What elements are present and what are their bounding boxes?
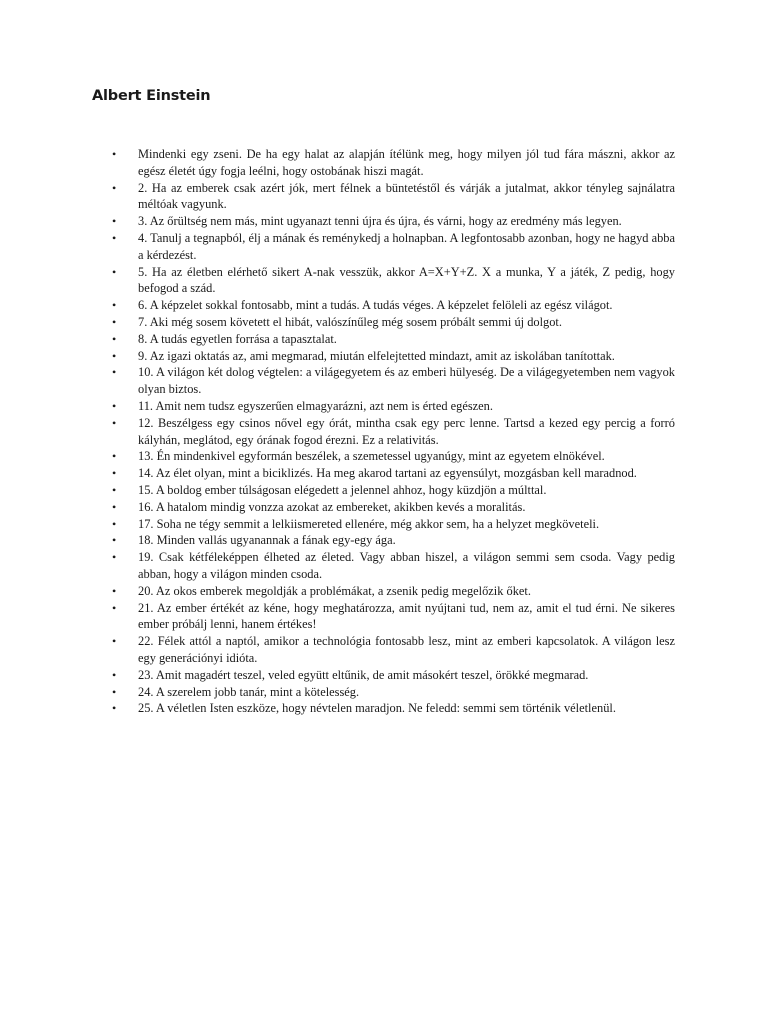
bullet-icon: •	[112, 466, 117, 481]
quote-text: 7. Aki még sosem követett el hibát, valószínűleg még sosem próbált semmi új dolgot.	[138, 314, 562, 329]
list-item	[108, 448, 675, 465]
bullet-icon: •	[112, 298, 117, 313]
quote-text: 2. Ha az emberek csak azért jók, mert félnek a büntetéstől és várják a jutalmat, akkor tényleg sajnálatra méltóak vagyunk.	[138, 180, 675, 212]
quote-text: 25. A véletlen Isten eszköze, hogy névtelen maradjon. Ne feledd: semmi sem történik véletlenül.	[138, 701, 616, 716]
quote-list	[108, 146, 675, 717]
quote-text: 5. Ha az életben elérhető sikert A-nak vesszük, akkor A=X+Y+Z. X a munka, Y a játék, Z pedig, hogy befogod a szád.	[138, 264, 675, 296]
list-item	[108, 264, 675, 298]
list-item	[108, 516, 675, 533]
bullet-icon: •	[112, 583, 117, 598]
list-item	[108, 180, 675, 214]
list-item	[108, 549, 675, 583]
list-item	[108, 415, 675, 449]
quote-text: 11. Amit nem tudsz egyszerűen elmagyarázni, azt nem is érted egészen.	[138, 398, 493, 413]
bullet-icon: •	[112, 348, 117, 363]
bullet-icon: •	[112, 516, 117, 531]
list-item	[108, 314, 675, 331]
quote-text: 4. Tanulj a tegnapból, élj a mának és reménykedj a holnapban. A legfontosabb azonban, hogy ne hagyd abba a kérdezést.	[138, 230, 675, 262]
bullet-icon: •	[112, 701, 117, 716]
quote-text: 24. A szerelem jobb tanár, mint a kötelesség.	[138, 684, 360, 699]
document-title: Albert Einstein	[92, 88, 211, 104]
quote-text: 6. A képzelet sokkal fontosabb, mint a tudás. A tudás véges. A képzelet felöleli az egész világot.	[138, 298, 613, 313]
quote-text: 10. A világon két dolog végtelen: a világegyetem és az emberi hülyeség. De a világegyetemben nem vagyok olyan biztos.	[138, 365, 675, 397]
list-item	[108, 364, 675, 398]
bullet-icon: •	[112, 398, 117, 413]
bullet-icon: •	[112, 147, 117, 161]
bullet-icon: •	[112, 230, 117, 245]
quote-text: 16. A hatalom mindig vonzza azokat az embereket, akikben kevés a moralitás.	[138, 499, 526, 514]
list-item	[108, 348, 675, 365]
quote-text: 12. Beszélgess egy csinos nővel egy órát, mintha csak egy perc lenne. Tartsd a kezed egy percig a forró kályhán, meglátod, egy órának fogod érezni. Ez a relativitás.	[138, 415, 675, 447]
bullet-icon: •	[112, 365, 117, 380]
list-item	[108, 465, 675, 482]
list-item	[108, 398, 675, 415]
quote-text: 14. Az élet olyan, mint a biciklizés. Ha meg akarod tartani az egyensúlyt, mozgásban kell maradnod.	[138, 466, 637, 481]
bullet-icon: •	[112, 499, 117, 514]
bullet-icon: •	[112, 600, 117, 615]
bullet-icon: •	[112, 482, 117, 497]
quote-text: 13. Én mindenkivel egyformán beszélek, a szemetessel ugyanúgy, mint az egyetem elnökével.	[138, 449, 605, 464]
bullet-icon: •	[112, 214, 117, 229]
quote-text: 18. Minden vallás ugyanannak a fának egy-egy ága.	[138, 533, 396, 548]
bullet-icon: •	[112, 634, 117, 649]
list-item	[108, 230, 675, 264]
bullet-icon: •	[112, 533, 117, 548]
quote-text: 19. Csak kétféleképpen élheted az életed. Vagy abban hiszel, a világon semmi sem csoda. Vagy pedig abban, hogy a világon minden csoda.	[138, 550, 675, 581]
list-item	[108, 667, 675, 684]
quote-text: 15. A boldog ember túlságosan elégedett a jelennel ahhoz, hogy küzdjön a múlttal.	[138, 482, 547, 497]
list-item	[108, 499, 675, 516]
bullet-icon: •	[112, 264, 117, 279]
list-item	[108, 297, 675, 314]
quote-text: 23. Amit magadért teszel, veled együtt eltűnik, de amit másokért teszel, örökké megmarad.	[138, 667, 589, 682]
quote-text: 21. Az ember értékét az kéne, hogy meghatározza, amit nyújtani tud, nem az, amit el tud érni. Ne sikeres ember próbálj lenni, hanem értékes!	[138, 600, 675, 632]
bullet-icon: •	[112, 667, 117, 682]
bullet-icon: •	[112, 314, 117, 329]
list-item	[108, 532, 675, 549]
list-item	[108, 700, 675, 717]
list-item	[108, 213, 675, 230]
bullet-icon: •	[112, 180, 117, 195]
list-item	[108, 482, 675, 499]
list-item	[108, 600, 675, 634]
list-item	[108, 331, 675, 348]
quote-text: 8. A tudás egyetlen forrása a tapasztalat.	[138, 331, 337, 346]
list-item	[108, 583, 675, 600]
list-item	[108, 633, 675, 667]
quote-text: 9. Az igazi oktatás az, ami megmarad, miután elfelejtetted mindazt, amit az iskolában tanítottak.	[138, 348, 615, 363]
bullet-icon: •	[112, 684, 117, 699]
quote-text: 17. Soha ne tégy semmit a lelkiismereted ellenére, még akkor sem, ha a helyzet megköveteli.	[138, 516, 600, 531]
quote-text: Mindenki egy zseni. De ha egy halat az alapján ítélünk meg, hogy milyen jól tud fára mászni, akkor az egész életét úgy fogja leélni, hogy ostobának hiszi magát.	[138, 147, 675, 178]
bullet-icon: •	[112, 415, 117, 430]
quote-text: 22. Félek attól a naptól, amikor a technológia fontosabb lesz, mint az emberi kapcsolatok. A világon lesz egy generációnyi idióta.	[138, 634, 675, 665]
bullet-icon: •	[112, 331, 117, 346]
quote-text: 3. Az őrültség nem más, mint ugyanazt tenni újra és újra, és várni, hogy az eredmény más legyen.	[138, 214, 622, 229]
bullet-icon: •	[112, 550, 117, 565]
quote-text: 20. Az okos emberek megoldják a problémákat, a zsenik pedig megelőzik őket.	[138, 583, 531, 598]
list-item	[108, 684, 675, 701]
bullet-icon: •	[112, 449, 117, 464]
list-item	[108, 146, 675, 180]
